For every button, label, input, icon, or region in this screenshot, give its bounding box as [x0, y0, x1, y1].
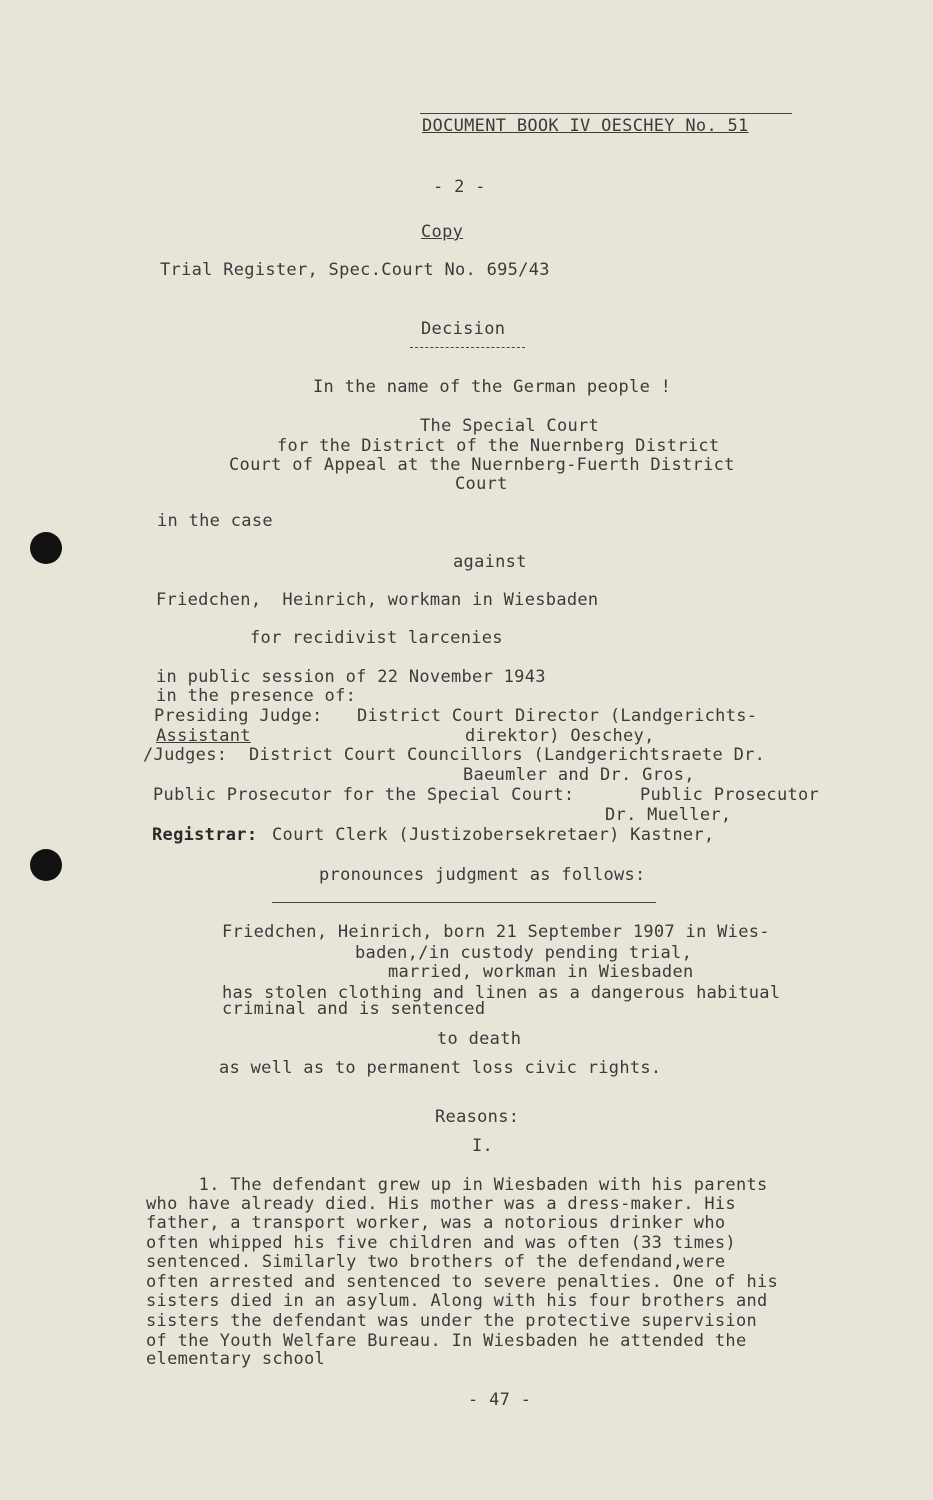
session: in public session of 22 November 1943 [156, 667, 546, 687]
reasons-line-6: often arrested and sentenced to severe penalties. One of his [146, 1272, 779, 1292]
pronounces-judgment: pronounces judgment as follows: [319, 865, 646, 885]
decision-title-underline [410, 347, 525, 348]
sentence: to death [437, 1029, 522, 1049]
judges-label: /Judges: [143, 745, 228, 765]
document-reference: DOCUMENT BOOK IV OESCHEY No. 51 [422, 116, 749, 136]
page-marker: - 2 - [433, 177, 486, 197]
page-number: - 47 - [468, 1390, 532, 1410]
presiding-judge-value: District Court Director (Landgerichts- [357, 706, 758, 726]
civic-rights: as well as to permanent loss civic rights. [219, 1058, 662, 1078]
decision-title: Decision [421, 319, 506, 339]
judgment-line-2: baden,/in custody pending trial, [355, 943, 693, 963]
reasons-line-4: often whipped his five children and was often (33 times) [146, 1233, 736, 1253]
reasons-line-3: father, a transport worker, was a notorious drinker who [146, 1213, 726, 1233]
reasons-line-5: sentenced. Similarly two brothers of the defendand,were [146, 1252, 726, 1272]
prosecutor-label: Public Prosecutor for the Special Court: [153, 785, 575, 805]
judges-value: District Court Councillors (Landgerichtsraete Dr. [249, 745, 766, 765]
presence: in the presence of: [156, 686, 357, 706]
trial-register: Trial Register, Spec.Court No. 695/43 [160, 260, 550, 280]
court-line-1: The Special Court [420, 416, 600, 436]
reasons-line-7: sisters died in an asylum. Along with his four brothers and [146, 1291, 768, 1311]
reasons-line-1: 1. The defendant grew up in Wiesbaden with his parents [146, 1175, 768, 1195]
court-line-3: Court of Appeal at the Nuernberg-Fuerth District [229, 455, 735, 475]
punch-hole-top [30, 532, 62, 564]
punch-hole-bottom [30, 849, 62, 881]
registrar-value: Court Clerk (Justizobersekretaer) Kastner, [272, 825, 715, 845]
against: against [453, 552, 527, 572]
reasons-line-9: of the Youth Welfare Bureau. In Wiesbaden he attended the [146, 1331, 747, 1351]
court-line-2: for the District of the Nuernberg District [277, 436, 720, 456]
copy-label: Copy [421, 222, 464, 242]
court-line-4: Court [455, 474, 508, 494]
reasons-line-2: who have already died. His mother was a dress-maker. His [146, 1194, 736, 1214]
in-the-case: in the case [157, 511, 273, 531]
prosecutor-value: Public Prosecutor [640, 785, 820, 805]
reasons-section: I. [472, 1136, 494, 1156]
judgment-line-4: has stolen clothing and linen as a dangerous habitual [222, 983, 781, 1003]
defendant-line: Friedchen, Heinrich, workman in Wiesbaden [156, 590, 599, 610]
prosecutor-value-2: Dr. Mueller, [605, 805, 732, 825]
invocation: In the name of the German people ! [313, 377, 672, 397]
charge: for recidivist larcenies [250, 628, 503, 648]
judges-value-2: Baeumler and Dr. Gros, [463, 765, 695, 785]
judgment-line-3: married, workman in Wiesbaden [388, 962, 694, 982]
assistant-label: Assistant [156, 726, 251, 746]
doc-ref-overline [420, 113, 792, 114]
reasons-line-8: sisters the defendant was under the protective supervision [146, 1311, 758, 1331]
reasons-line-10: elementary school [146, 1349, 326, 1369]
registrar-label: Registrar: [152, 825, 258, 845]
reasons-title: Reasons: [435, 1107, 520, 1127]
judgment-line-1: Friedchen, Heinrich, born 21 September 1907 in Wies- [222, 922, 770, 942]
judgment-divider [272, 902, 656, 903]
presiding-judge-value-2: direktor) Oeschey, [465, 726, 655, 746]
judgment-line-5: criminal and is sentenced [222, 999, 486, 1019]
presiding-judge-label: Presiding Judge: [154, 706, 323, 726]
